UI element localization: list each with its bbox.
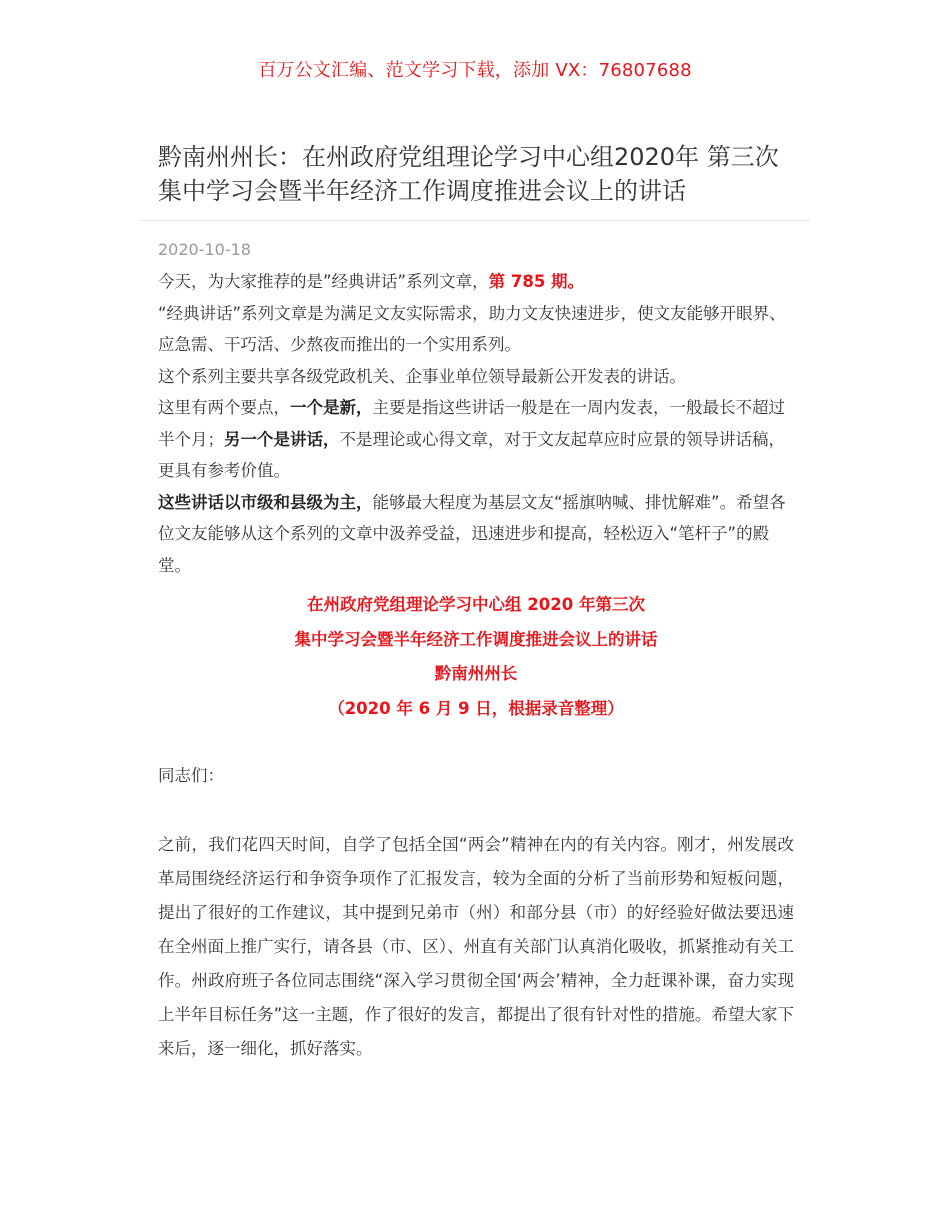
- intro-paragraph-3: 这个系列主要共享各级党政机关、企事业单位领导最新公开发表的讲话。: [158, 366, 686, 386]
- speech-paragraph-1: 之前，我们花四天时间，自学了包括全国“两会”精神在内的有关内容。刚才，州发展改革局围绕经济运行和争资争项作了汇报发言，较为全面的分析了当前形势和短板问题，提出了很好的工作建议，其中提到兄弟市（州）和部分县（市）的好经验好做法要迅速在全州面上推广实行，请各县（市、区）、州直有关部门认真消化吸收，抓紧推动有关工作。州政府班子各位同志围绕“深入学习贯彻全国‘两会’精神，全力赶课补课，奋力实现上半年目标任务”这一主题，作了很好的发言，都提出了很有针对性的措施。希望大家下来后，逐一细化，抓好落实。: [158, 835, 794, 1058]
- intro-paragraph-4: [158, 392, 794, 487]
- issue-number: 第 785 期。: [488, 272, 585, 291]
- intro-text: 这里有两个要点，: [158, 398, 290, 417]
- speech-date-note: （2020 年 6 月 9 日，根据录音整理）: [328, 698, 624, 718]
- speech-heading: [158, 588, 794, 726]
- speech-greeting: 同志们：: [158, 766, 224, 785]
- intro-text: 不是理论或心得文章，对于文友起草应时应景的领导讲话稿，更具有参考价值。: [158, 429, 785, 480]
- promo-banner: 百万公文汇编、范文学习下载，添加 VX：76807688: [258, 60, 692, 81]
- speaker: 黔南州州长: [434, 664, 518, 683]
- speech-title-line-1: 在州政府党组理论学习中心组 2020 年第三次: [307, 595, 645, 614]
- intro-text: 能够最大程度为基层文友“摇旗呐喊、排忧解难”。希望各位文友能够从这个系列的文章中汲养受益，迅速进步和提高，轻松迈入“笔杆子”的殿堂。: [158, 492, 786, 575]
- key-point-level: 这些讲话以市级和县级为主，: [158, 492, 373, 512]
- intro-text: 主要是指这些讲话一般是在一周内发表，一般最长不超过半个月；: [158, 398, 785, 449]
- intro-paragraph-1: [158, 266, 794, 298]
- title-divider: [140, 220, 810, 221]
- intro-text: 今天，为大家推荐的是”经典讲话”系列文章，: [158, 272, 489, 291]
- intro-paragraph-5: [158, 487, 794, 582]
- key-point-speech: 另一个是讲话，: [224, 429, 340, 449]
- intro-section: [158, 266, 794, 581]
- key-point-new: 一个是新，: [290, 398, 373, 417]
- intro-paragraph-2: “经典讲话”系列文章是为满足文友实际需求，助力文友快速进步，使文友能够开眼界、应急需、干巧活、少熬夜而推出的一个实用系列。: [158, 303, 786, 354]
- publish-date: 2020-10-18: [158, 240, 251, 259]
- article-title: 黔南州州长：在州政府党组理论学习中心组2020年 第三次集中学习会暨半年经济工作调度推进会议上的讲话: [158, 143, 779, 205]
- speech-title-line-2: 集中学习会暨半年经济工作调度推进会议上的讲话: [294, 629, 658, 649]
